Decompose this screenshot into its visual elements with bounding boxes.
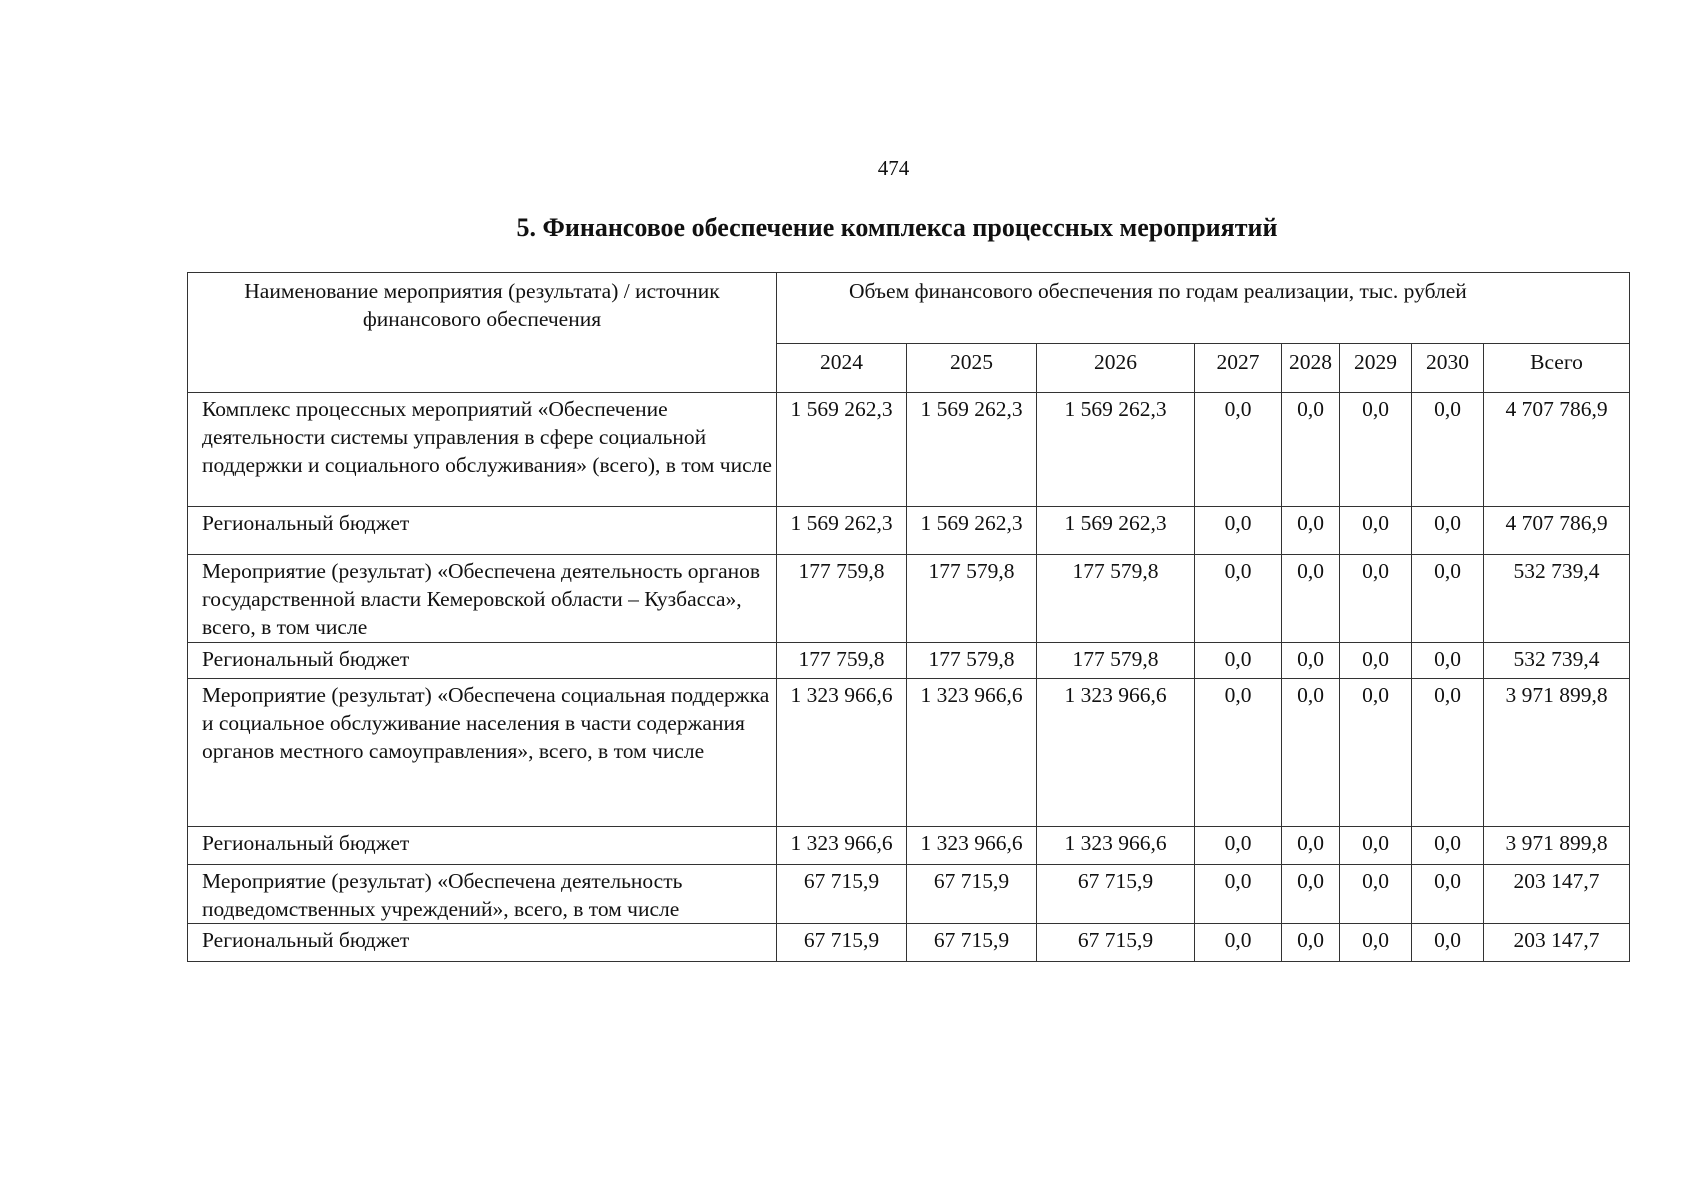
table-header — [188, 273, 1630, 393]
table-row — [188, 924, 1630, 962]
row-value-cell: 0,0 — [1340, 393, 1412, 507]
row-value-cell: 0,0 — [1282, 827, 1340, 865]
row-total-cell: 4 707 786,9 — [1484, 507, 1630, 555]
row-value-cell: 0,0 — [1282, 679, 1340, 827]
row-name-cell: Мероприятие (результат) «Обеспечена социальная поддержка и социальное обслуживание населения в части содержания органов местного самоуправления», всего, в том числе — [188, 679, 777, 827]
row-value-cell: 177 759,8 — [777, 643, 907, 679]
section-heading: 5. Финансовое обеспечение комплекса процессных мероприятий — [516, 213, 1278, 242]
row-value-cell: 0,0 — [1340, 827, 1412, 865]
header-name-cell: Наименование мероприятия (результата) / источник финансового обеспечения — [188, 273, 777, 393]
row-name-cell: Мероприятие (результат) «Обеспечена деятельность органов государственной власти Кемеровской области – Кузбасса», всего, в том числе — [188, 555, 777, 643]
row-value-cell: 1 323 966,6 — [777, 679, 907, 827]
row-value-cell: 67 715,9 — [907, 924, 1037, 962]
row-value-cell: 67 715,9 — [777, 865, 907, 924]
row-value-cell: 177 579,8 — [907, 643, 1037, 679]
row-value-cell: 1 569 262,3 — [907, 507, 1037, 555]
table-row — [188, 507, 1630, 555]
row-value-cell: 1 323 966,6 — [777, 827, 907, 865]
row-value-cell: 0,0 — [1340, 507, 1412, 555]
row-name-cell: Региональный бюджет — [188, 643, 777, 679]
row-value-cell: 0,0 — [1282, 393, 1340, 507]
row-total-cell: 203 147,7 — [1484, 924, 1630, 962]
year-header: 2025 — [907, 344, 1037, 393]
row-value-cell: 67 715,9 — [1037, 865, 1195, 924]
row-value-cell: 0,0 — [1412, 865, 1484, 924]
row-value-cell: 0,0 — [1282, 643, 1340, 679]
row-value-cell: 1 323 966,6 — [907, 679, 1037, 827]
row-value-cell: 0,0 — [1340, 679, 1412, 827]
row-value-cell: 0,0 — [1340, 865, 1412, 924]
row-name-cell: Мероприятие (результат) «Обеспечена деятельность подведомственных учреждений», всего, в том числе — [188, 865, 777, 924]
row-value-cell: 177 759,8 — [777, 555, 907, 643]
row-total-cell: 532 739,4 — [1484, 555, 1630, 643]
financing-table — [187, 272, 1630, 962]
row-value-cell: 0,0 — [1195, 924, 1282, 962]
row-value-cell: 0,0 — [1340, 643, 1412, 679]
row-value-cell: 0,0 — [1195, 865, 1282, 924]
row-value-cell: 1 569 262,3 — [777, 507, 907, 555]
row-value-cell: 0,0 — [1195, 393, 1282, 507]
year-header: 2026 — [1037, 344, 1195, 393]
row-value-cell: 67 715,9 — [1037, 924, 1195, 962]
row-name-cell: Региональный бюджет — [188, 924, 777, 962]
row-value-cell: 0,0 — [1412, 643, 1484, 679]
row-total-cell: 532 739,4 — [1484, 643, 1630, 679]
year-header: 2027 — [1195, 344, 1282, 393]
row-value-cell: 67 715,9 — [777, 924, 907, 962]
table-body — [188, 393, 1630, 962]
page-number: 474 — [877, 156, 910, 180]
row-value-cell: 0,0 — [1412, 393, 1484, 507]
row-value-cell: 177 579,8 — [1037, 643, 1195, 679]
total-header: Всего — [1484, 344, 1630, 393]
row-value-cell: 177 579,8 — [907, 555, 1037, 643]
row-value-cell: 1 569 262,3 — [777, 393, 907, 507]
row-total-cell: 203 147,7 — [1484, 865, 1630, 924]
row-value-cell: 0,0 — [1412, 507, 1484, 555]
row-value-cell: 0,0 — [1195, 507, 1282, 555]
row-value-cell: 1 569 262,3 — [907, 393, 1037, 507]
table-row — [188, 827, 1630, 865]
row-value-cell: 1 323 966,6 — [1037, 827, 1195, 865]
row-value-cell: 0,0 — [1195, 679, 1282, 827]
row-value-cell: 0,0 — [1412, 924, 1484, 962]
year-header: 2024 — [777, 344, 907, 393]
year-header: 2029 — [1340, 344, 1412, 393]
row-value-cell: 0,0 — [1412, 827, 1484, 865]
row-value-cell: 0,0 — [1282, 507, 1340, 555]
row-value-cell: 0,0 — [1412, 679, 1484, 827]
table-row — [188, 865, 1630, 924]
row-name-cell: Комплекс процессных мероприятий «Обеспечение деятельности системы управления в сфере социальной поддержки и социального обслуживания» (всего), в том числе — [188, 393, 777, 507]
row-value-cell: 0,0 — [1412, 555, 1484, 643]
row-total-cell: 3 971 899,8 — [1484, 827, 1630, 865]
row-value-cell: 1 569 262,3 — [1037, 507, 1195, 555]
row-name-cell: Региональный бюджет — [188, 827, 777, 865]
row-value-cell: 0,0 — [1282, 924, 1340, 962]
row-value-cell: 67 715,9 — [907, 865, 1037, 924]
row-value-cell: 177 579,8 — [1037, 555, 1195, 643]
row-value-cell: 1 323 966,6 — [1037, 679, 1195, 827]
row-value-cell: 1 569 262,3 — [1037, 393, 1195, 507]
table-row — [188, 643, 1630, 679]
row-total-cell: 3 971 899,8 — [1484, 679, 1630, 827]
header-volume-cell: Объем финансового обеспечения по годам реализации, тыс. рублей — [777, 273, 1630, 344]
row-value-cell: 0,0 — [1195, 555, 1282, 643]
year-header: 2028 — [1282, 344, 1340, 393]
row-total-cell: 4 707 786,9 — [1484, 393, 1630, 507]
row-value-cell: 0,0 — [1195, 643, 1282, 679]
row-value-cell: 0,0 — [1282, 865, 1340, 924]
row-value-cell: 0,0 — [1195, 827, 1282, 865]
row-value-cell: 1 323 966,6 — [907, 827, 1037, 865]
table-row — [188, 679, 1630, 827]
row-name-cell: Региональный бюджет — [188, 507, 777, 555]
table-row — [188, 555, 1630, 643]
table-row — [188, 393, 1630, 507]
year-header: 2030 — [1412, 344, 1484, 393]
row-value-cell: 0,0 — [1340, 555, 1412, 643]
row-value-cell: 0,0 — [1340, 924, 1412, 962]
row-value-cell: 0,0 — [1282, 555, 1340, 643]
